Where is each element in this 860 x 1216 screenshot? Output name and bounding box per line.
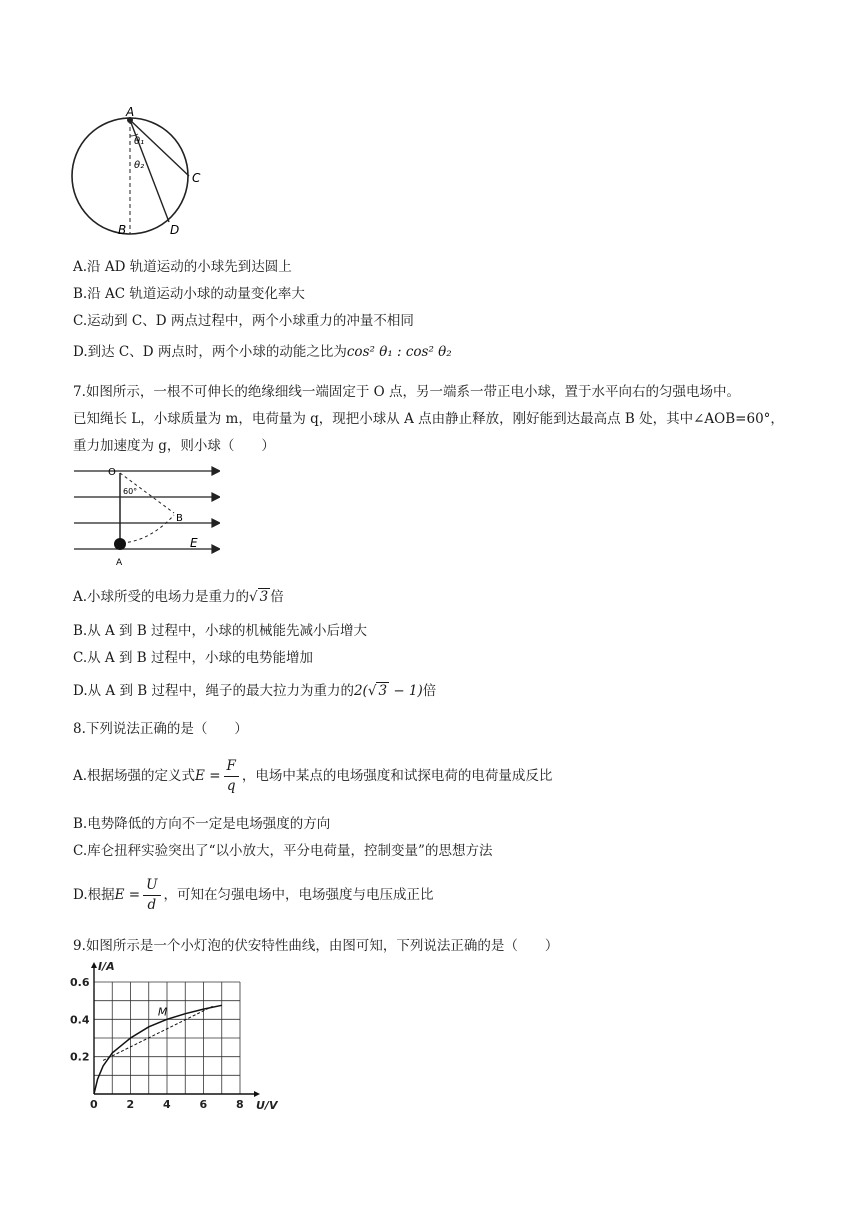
q7-stem-line3: 重力加速度为 g，则小球（ ） xyxy=(73,438,275,454)
x-tick-label: 4 xyxy=(163,1098,171,1111)
x-tick-label: 8 xyxy=(236,1098,244,1111)
x-tick-label: 6 xyxy=(199,1098,208,1111)
label-a-point: A xyxy=(116,558,123,568)
x-axis-arrow xyxy=(254,1091,260,1097)
label-c: C xyxy=(192,171,201,185)
q7-option-d-suffix: 倍 xyxy=(422,683,437,699)
q7-option-a xyxy=(73,587,284,607)
q8-option-c: C.库仑扭秤实验突出了“以小放大，平分电荷量，控制变量”的思想方法 xyxy=(73,843,493,859)
x-axis-label: U/V xyxy=(256,1099,278,1112)
circle-chord-figure xyxy=(68,106,208,246)
label-d: D xyxy=(170,223,180,237)
y-tick-label: 0.2 xyxy=(70,1050,90,1064)
x-tick-label: 2 xyxy=(126,1098,135,1111)
label-b: B xyxy=(118,223,127,237)
q8-option-d xyxy=(73,875,434,915)
q8-option-d-den: d xyxy=(147,897,157,913)
q8-option-a-num: F xyxy=(224,757,239,777)
q7-option-a-text: A.小球所受的电场力是重力的 xyxy=(73,589,250,605)
label-theta1: θ₁ xyxy=(134,136,145,147)
label-60: 60° xyxy=(123,487,138,496)
q6-option-d-text: D.到达 C、D 两点时，两个小球的动能之比为 xyxy=(73,344,347,360)
q7-option-a-math: √ 3 xyxy=(249,589,269,605)
q7-option-b: B.从 A 到 B 过程中，小球的机械能先减小后增大 xyxy=(73,623,368,639)
q7-option-a-suffix: 倍 xyxy=(270,589,284,605)
pendulum-field-figure xyxy=(70,463,220,573)
q6-option-c: C.运动到 C、D 两点过程中，两个小球重力的冲量不相同 xyxy=(73,313,414,329)
q9-stem: 9.如图所示是一个小灯泡的伏安特性曲线，由图可知，下列说法正确的是（ ） xyxy=(73,938,559,954)
label-a: A xyxy=(126,106,135,119)
q8-option-b: B.电势降低的方向不一定是电场强度的方向 xyxy=(73,816,331,832)
q8-option-d-lhs: E = xyxy=(114,887,141,903)
q6-option-d-math: cos² θ₁ : cos² θ₂ xyxy=(346,344,452,360)
q8-option-d-num: U xyxy=(143,876,160,896)
q7-option-d-math-pre: 2( xyxy=(353,683,368,699)
q7-option-c: C.从 A 到 B 过程中，小球的电势能增加 xyxy=(73,650,313,666)
q8-option-d-suffix: ，可知在匀强电场中，电场强度与电压成正比 xyxy=(163,887,434,903)
q8-option-a-fraction xyxy=(224,757,239,796)
q8-option-d-fraction xyxy=(143,876,160,915)
label-e: E xyxy=(190,536,198,550)
point-m-label: M xyxy=(157,1005,168,1019)
q7-option-d-math: 2(√ 3 − 1) xyxy=(353,683,423,699)
q8-option-a-text: A.根据场强的定义式 xyxy=(73,768,196,784)
q7-stem-line2: 已知绳长 L，小球质量为 m，电荷量为 q，现把小球从 A 点由静止释放，刚好能到达最高点 B 处，其中∠AOB=60°， xyxy=(73,411,784,427)
q8-option-d-text: D.根据 xyxy=(73,887,115,903)
x-tick-label: 0 xyxy=(90,1098,98,1111)
y-tick-label: 0.4 xyxy=(70,1013,90,1027)
label-o: O xyxy=(108,467,116,478)
y-axis-label: I/A xyxy=(98,962,115,973)
q7-option-a-root: 3 xyxy=(259,589,269,605)
q6-option-b: B.沿 AC 轨道运动小球的动量变化率大 xyxy=(73,286,305,302)
y-tick-label: 0.6 xyxy=(70,976,90,989)
q7-stem xyxy=(73,379,803,460)
q7-option-d-text: D.从 A 到 B 过程中，绳子的最大拉力为重力的 xyxy=(73,683,354,699)
y-axis-arrow xyxy=(91,962,97,968)
q8-option-a-suffix: ，电场中某点的电场强度和试探电荷的电荷量成反比 xyxy=(241,768,553,784)
q6-option-d xyxy=(73,342,452,362)
q7-option-d-root: 3 xyxy=(378,683,388,699)
iv-characteristic-chart xyxy=(64,962,284,1120)
q6-option-a: A.沿 AD 轨道运动的小球先到达圆上 xyxy=(73,259,292,275)
q7-stem-line1: 7.如图所示，一根不可伸长的绝缘细线一端固定于 O 点，另一端系一带正电小球，置于水平向右的匀强电场中。 xyxy=(73,384,741,400)
q8-option-a-lhs: E = xyxy=(195,768,221,784)
label-b-point: B xyxy=(176,513,183,524)
q7-option-d-math-post: − 1) xyxy=(389,683,423,699)
label-theta2: θ₂ xyxy=(134,160,145,171)
q8-stem: 8.下列说法正确的是（ ） xyxy=(73,721,248,737)
q8-option-a xyxy=(73,756,552,796)
q7-option-d xyxy=(73,681,436,701)
q8-option-a-den: q xyxy=(226,778,236,794)
